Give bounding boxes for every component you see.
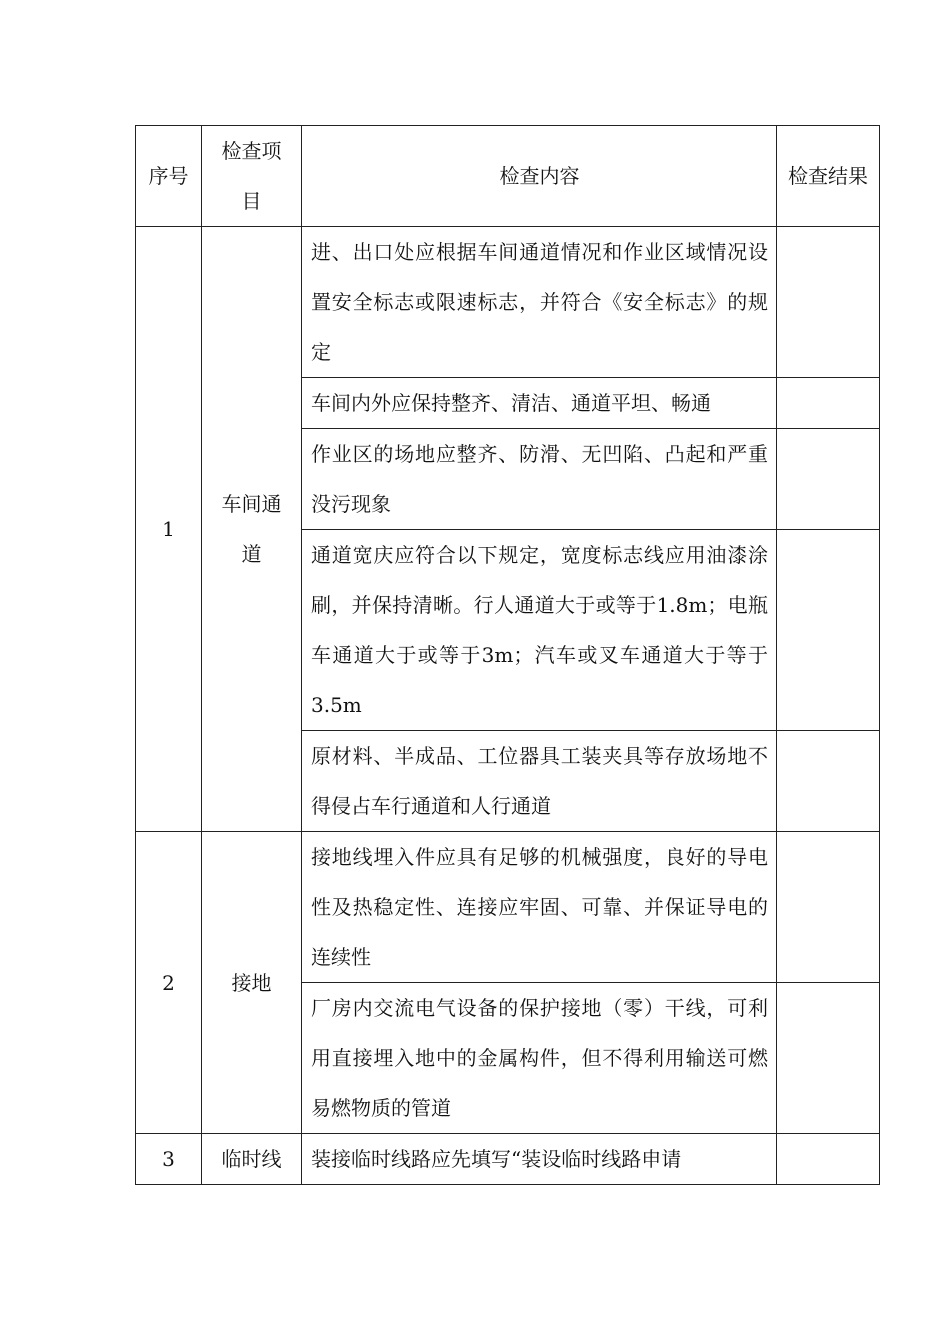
section-1-content-2: 车间内外应保持整齐、清洁、通道平坦、畅通 — [302, 378, 777, 429]
header-content: 检查内容 — [302, 126, 777, 227]
section-2-content-1: 接地线埋入件应具有足够的机械强度，良好的导电性及热稳定性、连接应牢固、可靠、并保证导电的连续性 — [302, 832, 777, 983]
section-1-content-5: 原材料、半成品、工位器具工装夹具等存放场地不得侵占车行通道和人行通道 — [302, 731, 777, 832]
section-1-content-4: 通道宽庆应符合以下规定，宽度标志线应用油漆涂刷，并保持清晰。行人通道大于或等于1.8m；电瓶车通道大于或等于3m；汽车或叉车通道大于等于3.5m — [302, 530, 777, 731]
section-2-num: 2 — [136, 832, 202, 1134]
section-2-content-2: 厂房内交流电气设备的保护接地（零）干线，可利用直接埋入地中的金属构件，但不得利用输送可燃易燃物质的管道 — [302, 983, 777, 1134]
inspection-table — [135, 125, 880, 1185]
table-row — [136, 227, 880, 378]
header-item: 检查项目 — [202, 126, 302, 227]
header-result: 检查结果 — [777, 126, 880, 227]
section-1-item: 车间通道 — [202, 227, 302, 832]
section-3-item: 临时线 — [202, 1134, 302, 1185]
section-1-result-3[interactable] — [777, 429, 880, 530]
section-3-result-1[interactable] — [777, 1134, 880, 1185]
section-1-result-1[interactable] — [777, 227, 880, 378]
section-2-result-2[interactable] — [777, 983, 880, 1134]
table-header-row — [136, 126, 880, 227]
section-1-result-4[interactable] — [777, 530, 880, 731]
section-3-num: 3 — [136, 1134, 202, 1185]
section-2-item: 接地 — [202, 832, 302, 1134]
section-1-result-2[interactable] — [777, 378, 880, 429]
section-1-content-3: 作业区的场地应整齐、防滑、无凹陷、凸起和严重没污现象 — [302, 429, 777, 530]
section-2-result-1[interactable] — [777, 832, 880, 983]
section-3-content-1: 装接临时线路应先填写“装设临时线路申请 — [302, 1134, 777, 1185]
section-1-content-1: 进、出口处应根据车间通道情况和作业区域情况设置安全标志或限速标志，并符合《安全标志》的规定 — [302, 227, 777, 378]
table-row — [136, 1134, 880, 1185]
section-1-num: 1 — [136, 227, 202, 832]
table-row — [136, 832, 880, 983]
section-1-result-5[interactable] — [777, 731, 880, 832]
header-num: 序号 — [136, 126, 202, 227]
